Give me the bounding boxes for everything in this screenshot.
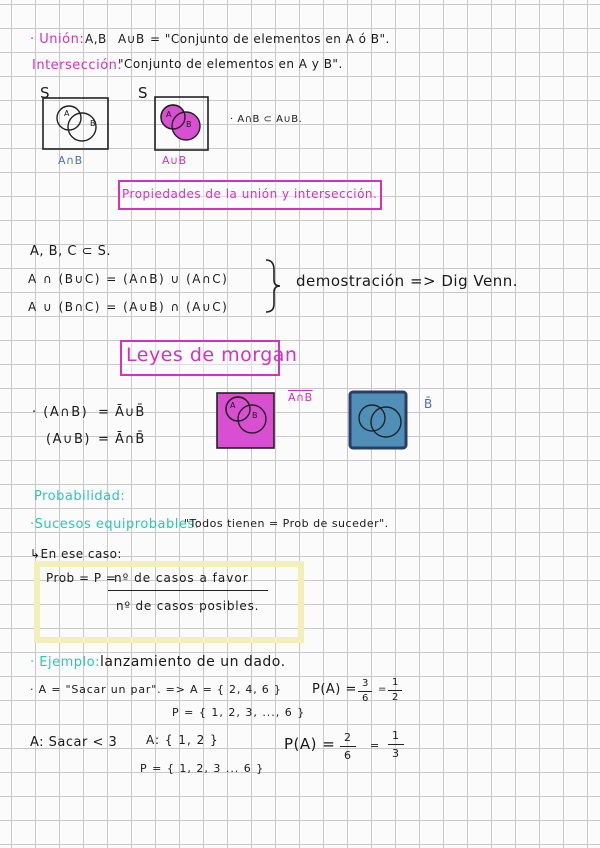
morgan-law2-left: (A∪B) bbox=[46, 432, 91, 447]
venn2-a-label: A bbox=[166, 110, 172, 119]
prob-lhs: Prob = P = bbox=[46, 571, 117, 585]
union-definition: = "Conjunto de elementos en A ó B". bbox=[150, 32, 390, 46]
venn1-b-label: B bbox=[90, 119, 96, 128]
example-p1: P(A) = bbox=[312, 682, 357, 697]
brace-icon bbox=[262, 258, 282, 314]
example-frac1-num: 3 bbox=[362, 678, 369, 689]
case-label: ↳En ese caso: bbox=[30, 547, 122, 561]
example-label: · Ejemplo: bbox=[30, 655, 100, 670]
morgan-title: Leyes de morgan bbox=[126, 344, 298, 366]
example-frac2-num: 1 bbox=[392, 677, 399, 688]
example-frac1-den: 6 bbox=[362, 693, 369, 704]
intersection-definition: "Conjunto de elementos en A y B". bbox=[118, 57, 343, 71]
properties-title: Propiedades de la unión y intersección. bbox=[122, 187, 378, 201]
venn2-b-label: B bbox=[186, 120, 192, 129]
example-frac3-line bbox=[340, 746, 356, 747]
probability-title: Probabilidad: bbox=[34, 489, 126, 504]
venn-complement-intersection bbox=[216, 392, 276, 450]
properties-line2: A ∩ (B∪C) = (A∩B) ∪ (A∩C) bbox=[28, 272, 229, 286]
prob-denominator: nº de casos posibles. bbox=[116, 599, 260, 613]
morgan-law1-right: = Ā∪B̄ bbox=[98, 405, 146, 420]
venn2-caption: A∪B bbox=[162, 154, 187, 167]
example-frac3-den: 6 bbox=[344, 749, 352, 762]
prob-fraction-line bbox=[108, 590, 268, 591]
example-frac4-num: 1 bbox=[392, 729, 400, 742]
union-sets: A,B bbox=[85, 32, 107, 46]
venn-intersection-diagram bbox=[42, 97, 110, 151]
morgan-law1-left: · (A∩B) bbox=[32, 405, 89, 420]
prob-numerator: nº de casos a favor bbox=[114, 571, 249, 585]
example-frac2-den: 2 bbox=[392, 692, 399, 703]
properties-line3: A ∪ (B∩C) = (A∪B) ∩ (A∪C) bbox=[28, 300, 229, 314]
example-frac4-line bbox=[388, 744, 404, 745]
example-line1: · A = "Sacar un par". => A = { 2, 4, 6 } bbox=[30, 683, 282, 696]
subset-note: · A∩B ⊂ A∪B. bbox=[230, 114, 303, 125]
example-title: lanzamiento de un dado. bbox=[100, 654, 286, 670]
intersection-label: Intersección: bbox=[32, 58, 123, 73]
venn1-s-label: S bbox=[40, 84, 51, 102]
example-frac4-den: 3 bbox=[392, 747, 400, 760]
morgan-law2-right: = Ā∩B̄ bbox=[98, 432, 146, 447]
venn2-s-label: S bbox=[138, 84, 149, 102]
equiprobable-label: ·Sucesos equiprobables: bbox=[30, 517, 200, 532]
example-line3b: A: { 1, 2 } bbox=[146, 733, 219, 747]
morgan-venn1-a: A bbox=[230, 401, 236, 410]
example-line4: P = { 1, 2, 3 ... 6 } bbox=[140, 762, 265, 775]
example-frac3-num: 2 bbox=[344, 731, 352, 744]
morgan-label1: A∩B bbox=[288, 391, 313, 404]
morgan-label2: B̄ bbox=[424, 397, 433, 411]
venn-union-diagram bbox=[154, 96, 210, 152]
example-p2: P(A) = bbox=[284, 735, 336, 753]
union-expr: A∪B bbox=[118, 32, 145, 46]
venn1-caption: A∩B bbox=[58, 154, 83, 167]
properties-line1: A, B, C ⊂ S. bbox=[30, 244, 111, 259]
venn1-a-label: A bbox=[64, 109, 70, 118]
demonstration-note: demostración => Dig Venn. bbox=[296, 272, 518, 290]
venn-complement-b bbox=[348, 390, 410, 452]
example-eq1: = bbox=[378, 684, 387, 695]
example-line3: A: Sacar < 3 bbox=[30, 735, 118, 750]
equiprobable-definition: "Todos tienen = Prob de suceder". bbox=[184, 517, 389, 530]
example-eq2: = bbox=[370, 739, 380, 752]
union-label: · Unión: bbox=[30, 32, 85, 47]
example-line2: P = { 1, 2, 3, ..., 6 } bbox=[172, 706, 306, 719]
morgan-venn1-b: B bbox=[252, 411, 258, 420]
